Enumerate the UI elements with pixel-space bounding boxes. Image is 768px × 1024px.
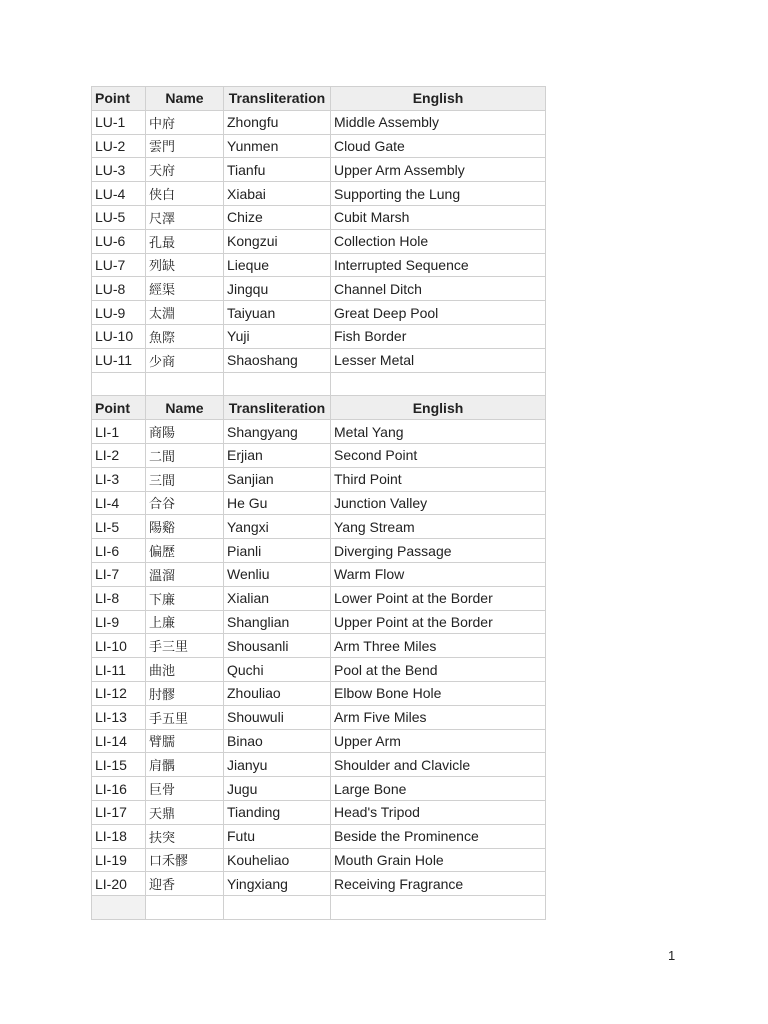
english-name-cell: Arm Five Miles [331,705,546,729]
chinese-name-cell: 中府 [146,110,224,134]
empty-cell [331,896,546,920]
table-row [92,824,546,848]
english-name-cell: Interrupted Sequence [331,253,546,277]
chinese-name-cell: 孔最 [146,229,224,253]
table-row [92,800,546,824]
transliteration-cell: Shaoshang [224,348,331,372]
point-code-cell: LI-16 [92,777,146,801]
transliteration-cell: Wenliu [224,562,331,586]
point-code-cell: LU-11 [92,348,146,372]
table-row [92,443,546,467]
english-name-cell: Head's Tripod [331,800,546,824]
table-row [92,110,546,134]
chinese-name-cell: 商陽 [146,420,224,444]
transliteration-cell: He Gu [224,491,331,515]
chinese-name-cell: 合谷 [146,491,224,515]
chinese-name-cell: 太淵 [146,301,224,325]
table-row [92,753,546,777]
english-name-cell: Upper Arm Assembly [331,158,546,182]
transliteration-cell: Xialian [224,586,331,610]
table-row [92,348,546,372]
chinese-name-cell: 陽谿 [146,515,224,539]
table-row [92,658,546,682]
chinese-name-cell: 溫溜 [146,562,224,586]
empty-cell [224,372,331,396]
english-name-cell: Lower Point at the Border [331,586,546,610]
empty-cell [92,372,146,396]
chinese-name-cell: 臂臑 [146,729,224,753]
transliteration-cell: Shanglian [224,610,331,634]
chinese-name-cell: 口禾髎 [146,848,224,872]
english-name-cell: Channel Ditch [331,277,546,301]
english-name-cell: Shoulder and Clavicle [331,753,546,777]
point-code-cell: LI-7 [92,562,146,586]
point-code-cell: LU-7 [92,253,146,277]
point-code-cell: LI-12 [92,681,146,705]
empty-cell [224,896,331,920]
transliteration-cell: Yangxi [224,515,331,539]
table-row [92,491,546,515]
transliteration-cell: Quchi [224,658,331,682]
empty-cell [146,896,224,920]
table-row [92,420,546,444]
point-code-cell: LI-8 [92,586,146,610]
table-row [92,134,546,158]
point-code-cell: LU-2 [92,134,146,158]
transliteration-cell: Chize [224,205,331,229]
chinese-name-cell: 列缺 [146,253,224,277]
chinese-name-cell: 天府 [146,158,224,182]
transliteration-cell: Yunmen [224,134,331,158]
table-row [92,467,546,491]
transliteration-cell: Shangyang [224,420,331,444]
point-code-cell: LI-14 [92,729,146,753]
english-name-cell: Supporting the Lung [331,182,546,206]
english-name-cell: Yang Stream [331,515,546,539]
point-code-cell: LI-1 [92,420,146,444]
table-row [92,705,546,729]
table-row [92,872,546,896]
english-name-cell: Cloud Gate [331,134,546,158]
english-name-cell: Beside the Prominence [331,824,546,848]
column-header: Transliteration [224,396,331,420]
empty-cell [146,372,224,396]
transliteration-cell: Zhouliao [224,681,331,705]
point-code-cell: LI-5 [92,515,146,539]
english-name-cell: Second Point [331,443,546,467]
point-code-cell: LI-19 [92,848,146,872]
transliteration-cell: Taiyuan [224,301,331,325]
english-name-cell: Lesser Metal [331,348,546,372]
chinese-name-cell: 肘髎 [146,681,224,705]
empty-cell [331,372,546,396]
column-header: Transliteration [224,87,331,111]
point-code-cell: LU-10 [92,324,146,348]
point-code-cell: LI-18 [92,824,146,848]
transliteration-cell: Binao [224,729,331,753]
chinese-name-cell: 肩髃 [146,753,224,777]
column-header: English [331,396,546,420]
point-code-cell: LU-4 [92,182,146,206]
transliteration-cell: Lieque [224,253,331,277]
table-row [92,229,546,253]
transliteration-cell: Kouheliao [224,848,331,872]
english-name-cell: Third Point [331,467,546,491]
english-name-cell: Upper Point at the Border [331,610,546,634]
chinese-name-cell: 少商 [146,348,224,372]
header-row [92,87,546,111]
chinese-name-cell: 扶突 [146,824,224,848]
chinese-name-cell: 二間 [146,443,224,467]
english-name-cell: Diverging Passage [331,539,546,563]
english-name-cell: Arm Three Miles [331,634,546,658]
point-code-cell: LI-9 [92,610,146,634]
column-header: Point [92,396,146,420]
chinese-name-cell: 曲池 [146,658,224,682]
point-code-cell: LI-2 [92,443,146,467]
english-name-cell: Large Bone [331,777,546,801]
chinese-name-cell: 三間 [146,467,224,491]
transliteration-cell: Erjian [224,443,331,467]
english-name-cell: Middle Assembly [331,110,546,134]
point-code-cell: LI-11 [92,658,146,682]
chinese-name-cell: 迎香 [146,872,224,896]
chinese-name-cell: 雲門 [146,134,224,158]
transliteration-cell: Tianfu [224,158,331,182]
english-name-cell: Junction Valley [331,491,546,515]
point-code-cell: LI-4 [92,491,146,515]
table-row [92,586,546,610]
chinese-name-cell: 手三里 [146,634,224,658]
table-row [92,158,546,182]
table-body [92,87,546,920]
table-row [92,205,546,229]
english-name-cell: Metal Yang [331,420,546,444]
header-row [92,396,546,420]
table-row [92,182,546,206]
point-code-cell: LU-9 [92,301,146,325]
chinese-name-cell: 尺澤 [146,205,224,229]
english-name-cell: Fish Border [331,324,546,348]
chinese-name-cell: 天鼎 [146,800,224,824]
point-code-cell: LU-3 [92,158,146,182]
table-row [92,681,546,705]
transliteration-cell: Kongzui [224,229,331,253]
column-header: Name [146,87,224,111]
empty-row [92,372,546,396]
english-name-cell: Elbow Bone Hole [331,681,546,705]
acupuncture-points-table [91,86,546,920]
table-row [92,777,546,801]
transliteration-cell: Sanjian [224,467,331,491]
page-number: 1 [668,948,676,963]
english-name-cell: Upper Arm [331,729,546,753]
point-code-cell: LI-6 [92,539,146,563]
english-name-cell: Mouth Grain Hole [331,848,546,872]
point-code-cell: LI-17 [92,800,146,824]
transliteration-cell: Tianding [224,800,331,824]
table-row [92,729,546,753]
column-header: Point [92,87,146,111]
table-row [92,324,546,348]
transliteration-cell: Yingxiang [224,872,331,896]
transliteration-cell: Futu [224,824,331,848]
column-header: Name [146,396,224,420]
chinese-name-cell: 上廉 [146,610,224,634]
point-code-cell: LI-13 [92,705,146,729]
chinese-name-cell: 手五里 [146,705,224,729]
table-row [92,515,546,539]
point-code-cell: LU-5 [92,205,146,229]
transliteration-cell: Yuji [224,324,331,348]
point-code-cell: LU-1 [92,110,146,134]
transliteration-cell: Jianyu [224,753,331,777]
empty-cell [92,896,146,920]
empty-row [92,896,546,920]
point-code-cell: LI-20 [92,872,146,896]
transliteration-cell: Xiabai [224,182,331,206]
table-row [92,301,546,325]
table-row [92,610,546,634]
transliteration-cell: Jugu [224,777,331,801]
point-code-cell: LU-8 [92,277,146,301]
chinese-name-cell: 經渠 [146,277,224,301]
english-name-cell: Pool at the Bend [331,658,546,682]
chinese-name-cell: 巨骨 [146,777,224,801]
chinese-name-cell: 魚際 [146,324,224,348]
english-name-cell: Cubit Marsh [331,205,546,229]
table-row [92,848,546,872]
table-row [92,539,546,563]
table-row [92,562,546,586]
transliteration-cell: Shousanli [224,634,331,658]
point-code-cell: LI-10 [92,634,146,658]
english-name-cell: Great Deep Pool [331,301,546,325]
transliteration-cell: Pianli [224,539,331,563]
transliteration-cell: Jingqu [224,277,331,301]
point-code-cell: LI-15 [92,753,146,777]
english-name-cell: Collection Hole [331,229,546,253]
english-name-cell: Receiving Fragrance [331,872,546,896]
table-row [92,634,546,658]
table-row [92,277,546,301]
transliteration-cell: Zhongfu [224,110,331,134]
table-row [92,253,546,277]
point-code-cell: LI-3 [92,467,146,491]
column-header: English [331,87,546,111]
point-code-cell: LU-6 [92,229,146,253]
chinese-name-cell: 侠白 [146,182,224,206]
chinese-name-cell: 偏歷 [146,539,224,563]
english-name-cell: Warm Flow [331,562,546,586]
transliteration-cell: Shouwuli [224,705,331,729]
chinese-name-cell: 下廉 [146,586,224,610]
